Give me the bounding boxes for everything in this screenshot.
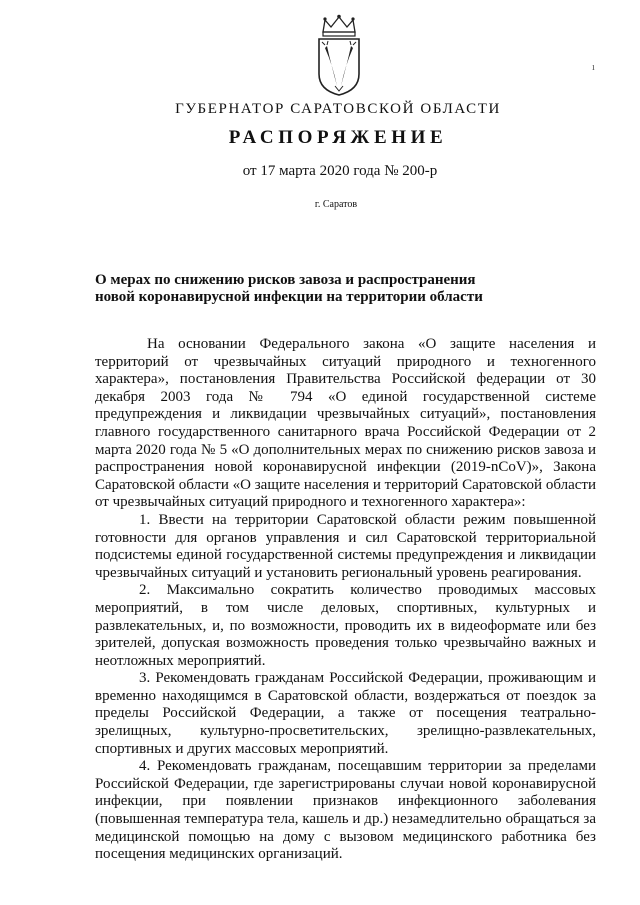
- subject-line-2: новой коронавирусной инфекции на территории области: [95, 289, 483, 305]
- document-subject: [95, 272, 575, 306]
- margin-mark: ı: [592, 62, 595, 73]
- governor-heading: ГУБЕРНАТОР САРАТОВСКОЙ ОБЛАСТИ: [175, 101, 501, 117]
- document-date-number: от 17 марта 2020 года № 200-р: [242, 163, 438, 179]
- clause-3: 3. Рекомендовать гражданам Российской Федерации, проживающим и временно находящимся в Саратовской области, воздержаться от поездок за пределы Российской Федерации, а также от посещения театрально-зрелищных, культурно-просветительских, зрелищно-развлекательных, спортивных и других массовых мероприятий.: [95, 670, 596, 757]
- subject-line-1: О мерах по снижению рисков завоза и распространения: [95, 272, 476, 288]
- document-type-title: РАСПОРЯЖЕНИЕ: [228, 127, 448, 148]
- issue-city: г. Саратов: [314, 199, 358, 210]
- document-body: [95, 336, 596, 864]
- preamble-paragraph: На основании Федерального закона «О защите населения и территорий от чрезвычайных ситуаций природного и техногенного характера», постановления Правительства Российской федерации от 30 декабря 2003 года № 794 «О единой государственной системе предупреждения и ликвидации чрезвычайных ситуаций», постановления главного государственного санитарного врача Российской Федерации от 2 марта 2020 года № 5 «О дополнительных мерах по снижению рисков завоза и распространения новой коронавирусной инфекции (2019-nCoV)», Закона Саратовской области «О защите населения и территорий Саратовской области от чрезвычайных ситуаций природного и техногенного характера»:: [95, 336, 596, 511]
- saratov-coat-of-arms-icon: [313, 14, 365, 96]
- clause-1: 1. Ввести на территории Саратовской области режим повышенной готовности для органов управления и сил Саратовской территориальной подсистемы единой государственной системы предупреждения и ликвидации чрезвычайных ситуаций и установить региональный уровень реагирования.: [95, 511, 596, 581]
- clause-4: 4. Рекомендовать гражданам, посещавшим территории за пределами Российской Федерации, где зарегистрированы случаи новой коронавирусной инфекции, при появлении признаков инфекционного заболевания (повышенная температура тела, кашель и др.) незамедлительно обращаться за медицинской помощью на дому с вызовом медицинского работника без посещения медицинских организаций.: [95, 758, 596, 863]
- clause-2: 2. Максимально сократить количество проводимых массовых мероприятий, в том числе деловых, спортивных, культурных и развлекательных, и, по возможности, проводить их в видеоформате или без зрителей, допуская возможность проведения только чрезвычайно важных и неотложных мероприятий.: [95, 582, 596, 669]
